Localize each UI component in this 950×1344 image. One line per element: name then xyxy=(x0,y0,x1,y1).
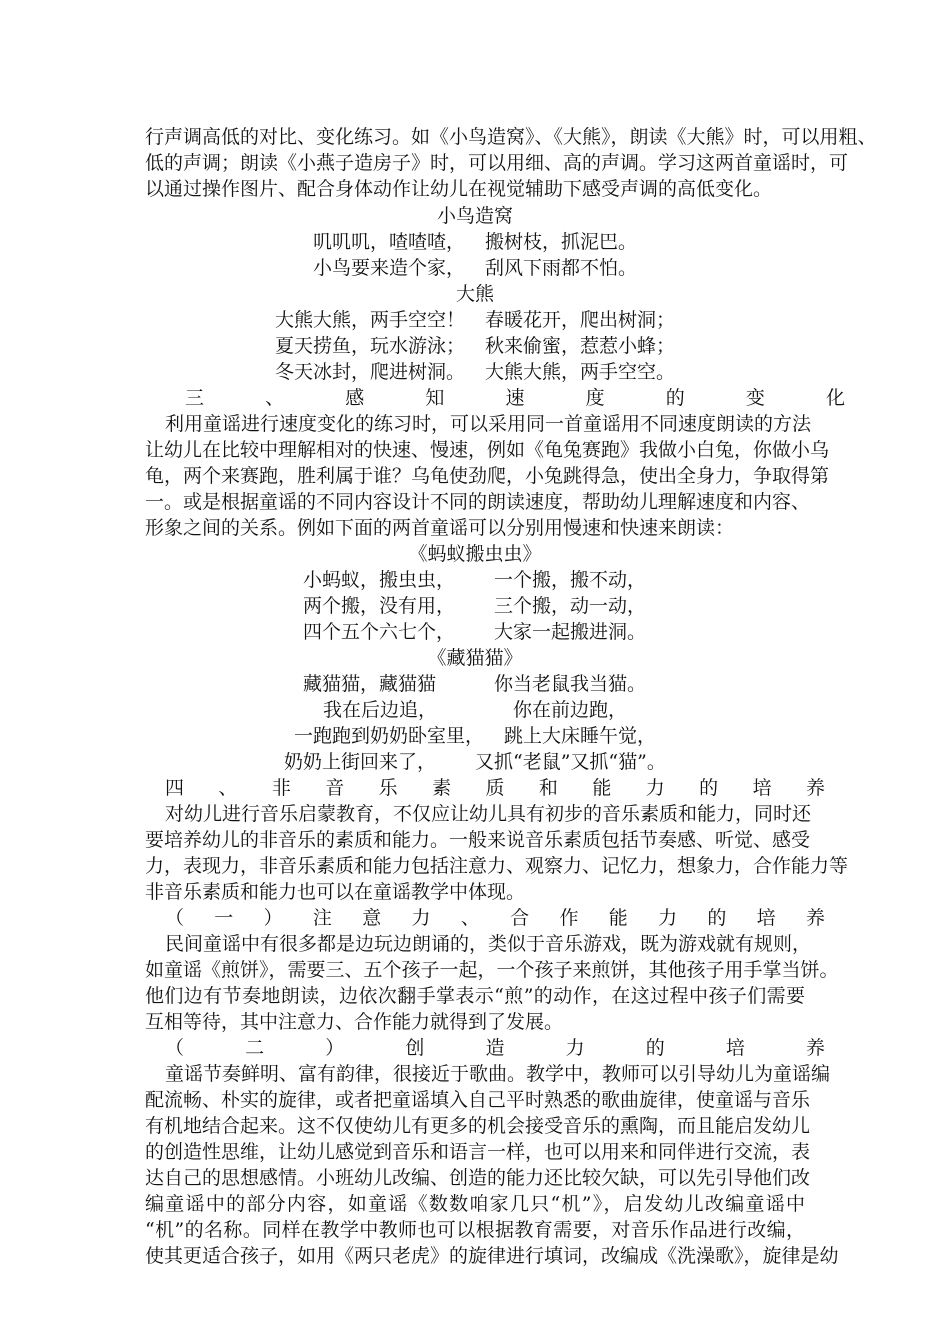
poem-line: 小蚂蚁，搬虫虫， xyxy=(303,569,456,591)
poem-line: 冬天冰封，爬进树洞。 xyxy=(275,361,466,383)
paragraph-line: 使其更适合孩子，如用《两只老虎》的旋律进行填词，改编成《洗澡歌》，旋律是幼 xyxy=(145,1245,839,1267)
poem-title: 《蚂蚁搬虫虫》 xyxy=(408,543,542,565)
poem-line: 藏猫猫，藏猫猫 xyxy=(303,673,437,695)
paragraph-line: 龟，两个来赛跑，胜利属于谁？乌龟使劲爬，小兔跳得急，使出全身力，争取得第 xyxy=(145,465,830,487)
poem-line: 大熊大熊，两手空空。 xyxy=(485,361,676,383)
poem-line: 一跑跑到奶奶卧室里， xyxy=(294,725,485,747)
paragraph-line: 利用童谣进行速度变化的练习时，可以采用同一首童谣用不同速度朗读的方法 xyxy=(165,413,812,435)
poem-title: 小鸟造窝 xyxy=(436,205,513,227)
poem-line: 两个搬，没有用， xyxy=(303,595,456,617)
paragraph-line: 形象之间的关系。例如下面的两首童谣可以分别用慢速和快速来朗读： xyxy=(145,517,735,539)
paragraph-line: 达自己的思想感情。小班幼儿改编、创造的能力还比较欠缺，可以先引导他们改 xyxy=(145,1167,811,1189)
paragraph-line: 他们边有节奏地朗读，边依次翻手掌表示“煎”的动作，在这过程中孩子们需要 xyxy=(145,985,805,1007)
paragraph-line: 童谣节奏鲜明、富有韵律，很接近于歌曲。教学中，教师可以引导幼儿为童谣编 xyxy=(165,1063,831,1085)
poem-line: 跳上大床睡午觉， xyxy=(504,725,657,747)
poem-line: 奶奶上街回来了， xyxy=(284,751,437,773)
poem-title: 《藏猫猫》 xyxy=(427,647,523,669)
paragraph-line: 行声调高低的对比、变化练习。如《小鸟造窝》、《大熊》，朗读《大熊》时，可以用粗、 xyxy=(145,126,877,148)
poem-line: 秋来偷蜜，惹惹小蜂； xyxy=(485,335,676,357)
poem-line: 叽叽叽，喳喳喳， xyxy=(313,231,466,253)
paragraph-line: 如童谣《煎饼》，需要三、五个孩子一起，一个孩子来煎饼，其他孩子用手掌当饼。 xyxy=(145,959,839,981)
paragraph-line: “机”的名称。同样在教学中教师也可以根据教育需要，对音乐作品进行改编， xyxy=(145,1219,805,1241)
poem-line: 夏天捞鱼，玩水游泳； xyxy=(275,335,466,357)
paragraph-line: 的创造性思维，让幼儿感觉到音乐和语言一样，也可以用来和同伴进行交流，表 xyxy=(145,1141,811,1163)
paragraph-line: 要培养幼儿的非音乐的素质和能力。一般来说音乐素质包括节奏感、听觉、感受 xyxy=(145,829,811,851)
paragraph-line: 以通过操作图片、配合身体动作让幼儿在视觉辅助下感受声调的高低变化。 xyxy=(145,178,773,200)
poem-line: 刮风下雨都不怕。 xyxy=(485,257,638,279)
poem-line: 春暖花开，爬出树洞； xyxy=(485,309,676,331)
poem-line: 你当老鼠我当猫。 xyxy=(494,673,647,695)
poem-line: 一个搬，搬不动， xyxy=(494,569,647,591)
poem-line: 我在后边追， xyxy=(323,699,438,721)
poem-line: 四个五个六七个， xyxy=(303,621,456,643)
paragraph-line: 配流畅、朴实的旋律，或者把童谣填入自己平时熟悉的歌曲旋律，使童谣与音乐 xyxy=(145,1089,811,1111)
paragraph-line: 非音乐素质和能力也可以在童谣教学中体现。 xyxy=(145,881,526,903)
paragraph-line: 让幼儿在比较中理解相对的快速、慢速，例如《龟兔赛跑》我做小白兔，你做小乌 xyxy=(145,439,830,461)
paragraph-line: 一。或是根据童谣的不同内容设计不同的朗读速度，帮助幼儿理解速度和内容、 xyxy=(145,491,811,513)
poem-line: 你在前边跑， xyxy=(513,699,628,721)
paragraph-line: 力，表现力，非音乐素质和能力包括注意力、观察力、记忆力，想象力，合作能力等 xyxy=(145,855,849,877)
poem-line: 又抓“老鼠”又抓“猫”。 xyxy=(475,751,666,773)
paragraph-line: 互相等待，其中注意力、合作能力就得到了发展。 xyxy=(145,1011,564,1033)
section-heading: 三、感知速度的变化 xyxy=(185,387,845,409)
poem-line: 大熊大熊，两手空空！ xyxy=(275,309,466,331)
paragraph-line: 对幼儿进行音乐启蒙教育，不仅应让幼儿具有初步的音乐素质和能力，同时还 xyxy=(165,803,812,825)
poem-line: 搬树枝，抓泥巴。 xyxy=(485,231,638,253)
paragraph-line: 有机地结合起来。这不仅使幼儿有更多的机会接受音乐的熏陶，而且能启发幼儿 xyxy=(145,1115,811,1137)
poem-title: 大熊 xyxy=(455,283,494,305)
subsection-heading: （一）注意力、合作能力的培养 xyxy=(165,907,825,929)
poem-line: 大家一起搬进洞。 xyxy=(494,621,647,643)
paragraph-line: 低的声调；朗读《小燕子造房子》时，可以用细、高的声调。学习这两首童谣时，可 xyxy=(145,152,849,174)
poem-line: 小鸟要来造个家， xyxy=(313,257,466,279)
section-heading: 四、非音乐素质和能力的培养 xyxy=(165,777,825,799)
subsection-heading: （二）创造力的培养 xyxy=(165,1037,825,1059)
paragraph-line: 民间童谣中有很多都是边玩边朗诵的，类似于音乐游戏，既为游戏就有规则， xyxy=(165,933,812,955)
paragraph-line: 编童谣中的部分内容，如童谣《数数咱家几只“机”》，启发幼儿改编童谣中 xyxy=(145,1193,805,1215)
poem-line: 三个搬，动一动， xyxy=(494,595,647,617)
